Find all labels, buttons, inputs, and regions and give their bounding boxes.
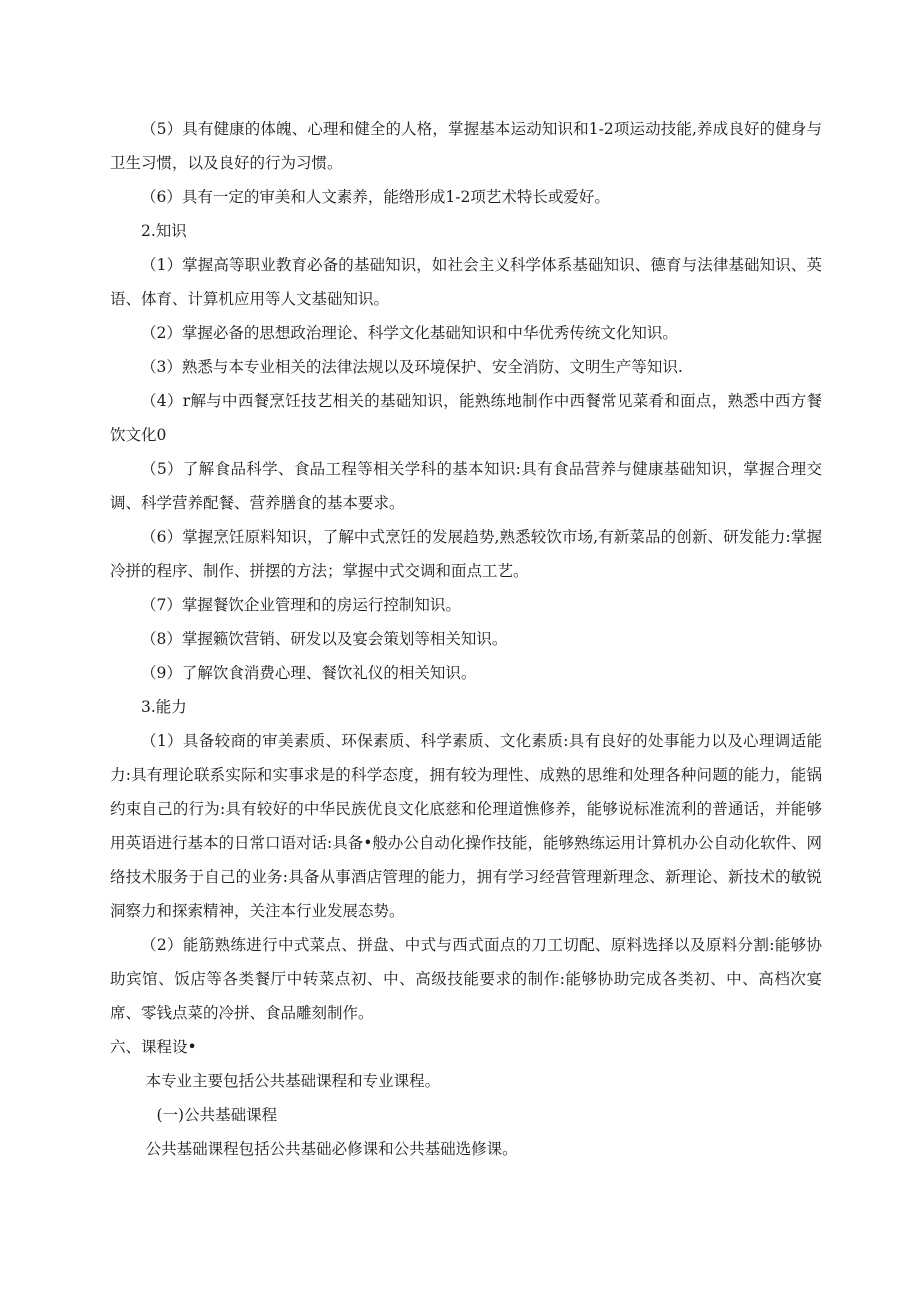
paragraph-knowledge-5: （5）了解食品科学、食品工程等相关学科的基本知识:具有食品营养与健康基础知识，掌握合理交调、科学营养配餐、营养膳食的基本要求。 (110, 460, 822, 512)
heading-knowledge: 2.知识 (141, 222, 187, 240)
paragraph-knowledge-9: （9）了解饮食消费心理、餐饮礼仪的相关知识。 (141, 664, 477, 682)
paragraph-knowledge-4: （4）r解与中西餐烹饪技艺相关的基础知识，能熟练地制作中西餐常见菜肴和面点，熟悉中西方餐饮文化0 (110, 392, 822, 444)
paragraph-public-courses-intro: 公共基础课程包括公共基础必修课和公共基础选修课。 (145, 1140, 518, 1158)
paragraph-knowledge-7: （7）掌握餐饮企业管理和的房运行控制知识。 (141, 596, 461, 614)
paragraph-knowledge-1: （1）掌握高等职业教育必备的基础知识，如社会主义科学体系基础知识、德育与法律基础知识、英语、体育、计算机应用等人文基础知识。 (110, 256, 822, 308)
paragraph-ability-2: （2）能筋熟练进行中式菜点、拼盘、中式与西式面点的刀工切配、原料选择以及原料分割:能够协助宾馆、饭店等各类餐厅中转菜点初、中、高级技能要求的制作:能够协助完成各类初、中、高档次宴席、零钱点菜的冷拼、食品雕刻制作。 (110, 936, 822, 1022)
paragraph-quality-5: （5）具有健康的体魄、心理和健全的人格，掌握基本运动知识和1-2项运动技能,养成良好的健身与卫生习惯，以及良好的行为习惯。 (110, 120, 822, 172)
paragraph-curriculum-intro: 本专业主要包括公共基础课程和专业课程。 (145, 1072, 441, 1090)
section-heading-curriculum: 六、课程设• (110, 1038, 197, 1056)
document-body (110, 112, 822, 1166)
paragraph-knowledge-8: （8）掌握籁饮营销、研发以及宴会策划等相关知识。 (141, 630, 508, 648)
paragraph-knowledge-2: （2）掌握必备的思想政治理论、科学文化基础知识和中华优秀传统文化知识。 (141, 324, 678, 342)
paragraph-knowledge-6: （6）掌握烹饪原料知识，了解中式烹饪的发展趋势,熟悉较饮市场,有新菜品的创新、研发能力:掌握冷拼的程序、制作、拼摆的方法；掌握中式交调和面点工艺。 (110, 528, 822, 580)
paragraph-quality-6: （6）具有一定的审美和人文素养，能绺形成1-2项艺术特长或爱好。 (141, 188, 610, 206)
heading-ability: 3.能力 (141, 698, 187, 716)
paragraph-knowledge-3: （3）熟悉与本专业相关的法律法规以及环境保护、安全消防、文明生产等知识. (141, 358, 683, 376)
subsection-heading-public-courses: (一)公共基础课程 (156, 1106, 278, 1124)
paragraph-ability-1: （1）具备较商的审美素质、环保素质、科学素质、文化素质:具有良好的处事能力以及心理调适能力:具有理论联系实际和实事求是的科学态度，拥有较为理性、成熟的思维和处理各种问题的能力，能锅约束自己的行为:具有较好的中华民族优良文化底慈和伦理道憔修养，能够说标准流利的普通话，并能够用英语进行基本的日常口语对话:具备•般办公自动化操作技能，能够熟练运用计算机办公自动化软件、网络技术服务于自己的业务:具备从事酒店管理的能力，拥有学习经营管理新理念、新理论、新技术的敏锐洞察力和探索精神，关注本行业发展态势。 (110, 732, 822, 920)
